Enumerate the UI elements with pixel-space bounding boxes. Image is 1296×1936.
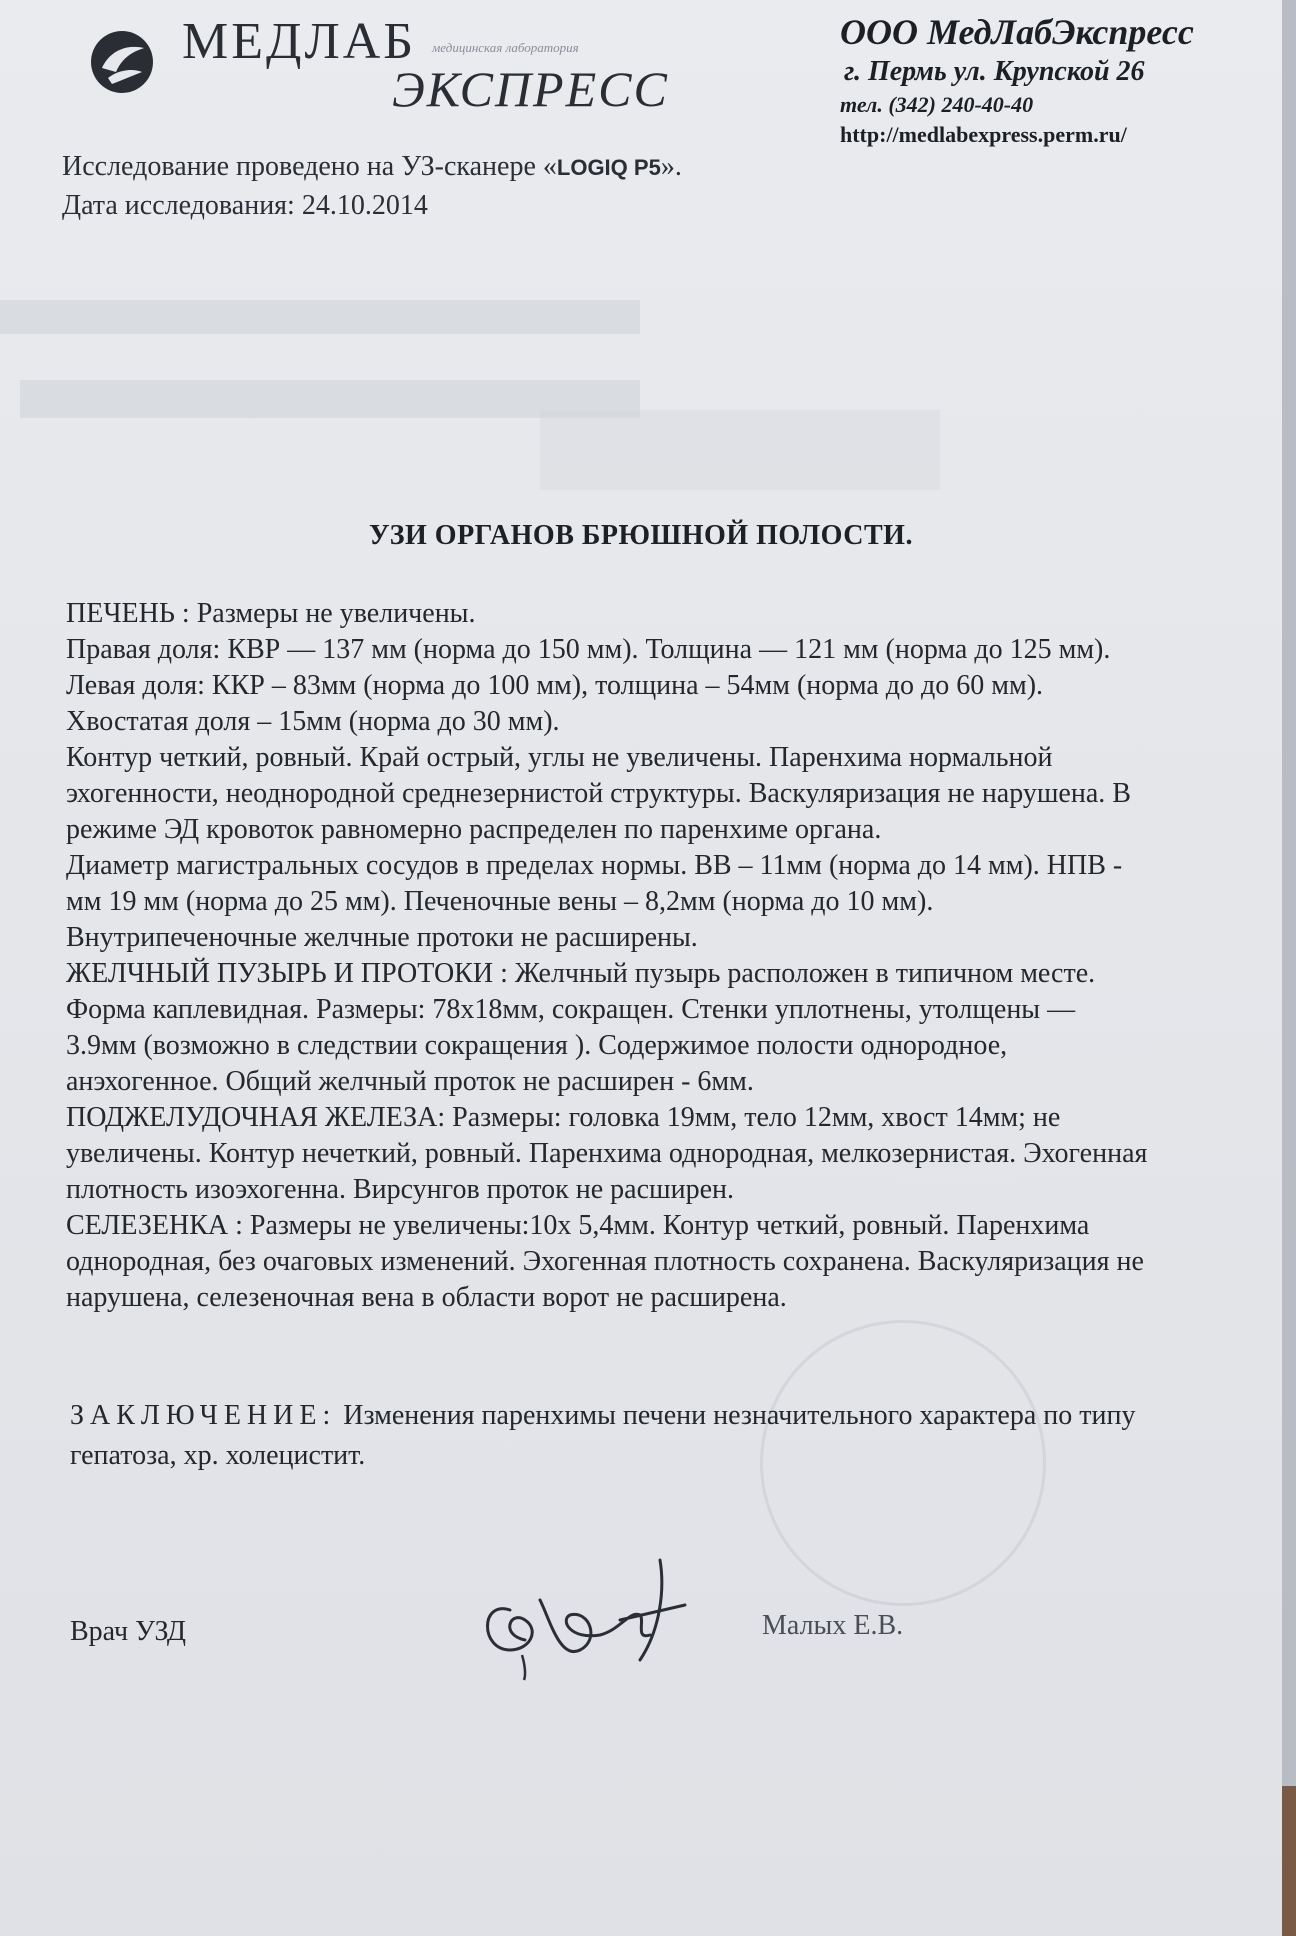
scanner-model: LOGIQ P5 [556, 155, 661, 180]
logo-text-medlab: МЕДЛАБ [182, 13, 417, 70]
report-line: Форма каплевидная. Размеры: 78х18мм, сокращен. Стенки уплотнены, утолщены — [66, 994, 1076, 1025]
report-line: режиме ЭД кровоток равномерно распределен по паренхиме органа. [66, 814, 882, 845]
report-body [66, 596, 1296, 1316]
report-line: 3.9мм (возможно в следствии сокращения ). Содержимое полости однородное, [66, 1030, 1008, 1061]
logo-tagline: медицинская лаборатория [432, 40, 579, 55]
report-line: Хвостатая доля – 15мм (норма до 30 мм). [66, 706, 560, 737]
conclusion-label: ЗАКЛЮЧЕНИЕ: [70, 1400, 337, 1431]
background-edge [1282, 0, 1296, 1936]
report-line: эхогенности, неоднородной среднезернистой структуры. Васкуляризация не нарушена. В [66, 778, 1131, 809]
report-title: УЗИ ОРГАНОВ БРЮШНОЙ ПОЛОСТИ. [369, 520, 913, 551]
report-line: однородная, без очаговых изменений. Эхогенная плотность сохранена. Васкуляризация не [66, 1246, 1144, 1277]
handwritten-signature [470, 1540, 700, 1690]
report-line: СЕЛЕЗЕНКА : Размеры не увеличены:10х 5,4мм. Контур четкий, ровный. Паренхима [66, 1210, 1090, 1241]
scanner-suffix: ». [660, 151, 682, 182]
scanner-line [62, 148, 682, 187]
company-address: г. Пермь ул. Крупской 26 [844, 56, 1145, 87]
report-line: анэхогенное. Общий желчный проток не расширен - 6мм. [66, 1066, 754, 1097]
report-line: нарушена, селезеночная вена в области ворот не расширена. [66, 1282, 787, 1313]
conclusion-line: Изменения паренхимы печени незначительного характера по типу [343, 1400, 1136, 1431]
company-name: ООО МедЛабЭкспресс [840, 12, 1194, 52]
report-line: плотность изоэхогенна. Вирсунгов проток не расширен. [66, 1174, 734, 1205]
background-corner [1282, 1786, 1296, 1936]
exam-date: Дата исследования: 24.10.2014 [62, 190, 428, 221]
company-phone: тел. (342) 240-40-40 [840, 92, 1034, 117]
company-url: http://medlabexpress.perm.ru/ [840, 122, 1127, 147]
report-line: ПОДЖЕЛУДОЧНАЯ ЖЕЛЕЗА: Размеры: головка 19мм, тело 12мм, хвост 14мм; не [66, 1102, 1061, 1133]
doctor-role: Врач УЗД [70, 1616, 186, 1647]
logo-text-express: ЭКСПРЕСС [392, 61, 669, 117]
report-line: ЖЕЛЧНЫЙ ПУЗЫРЬ И ПРОТОКИ : Желчный пузырь расположен в типичном месте. [66, 958, 1096, 989]
report-line: Контур четкий, ровный. Край острый, углы не увеличены. Паренхима нормальной [66, 742, 1053, 773]
logo-icon [88, 28, 156, 96]
scanner-prefix: Исследование проведено на УЗ-сканере « [62, 151, 557, 182]
exam-meta [62, 148, 682, 225]
report-line: ПЕЧЕНЬ : Размеры не увеличены. [66, 598, 476, 629]
conclusion-line: гепатоза, хр. холецистит. [70, 1440, 366, 1471]
report-line: Левая доля: ККР – 83мм (норма до 100 мм), толщина – 54мм (норма до до 60 мм). [66, 670, 1044, 701]
conclusion [70, 1396, 1290, 1476]
report-line: Диаметр магистральных сосудов в пределах нормы. ВВ – 11мм (норма до 14 мм). НПВ - [66, 850, 1123, 881]
ghost-bar [540, 410, 940, 490]
report-line: Правая доля: КВР — 137 мм (норма до 150 мм). Толщина — 121 мм (норма до 125 мм). [66, 634, 1111, 665]
report-line: увеличены. Контур нечеткий, ровный. Паренхима однородная, мелкозернистая. Эхогенная [66, 1138, 1148, 1169]
ghost-bar [0, 300, 640, 334]
report-line: мм 19 мм (норма до 25 мм). Печеночные вены – 8,2мм (норма до 10 мм). [66, 886, 934, 917]
doctor-name: Малых Е.В. [762, 1610, 904, 1641]
report-line: Внутрипеченочные желчные протоки не расширены. [66, 922, 698, 953]
company-block [840, 10, 1260, 150]
